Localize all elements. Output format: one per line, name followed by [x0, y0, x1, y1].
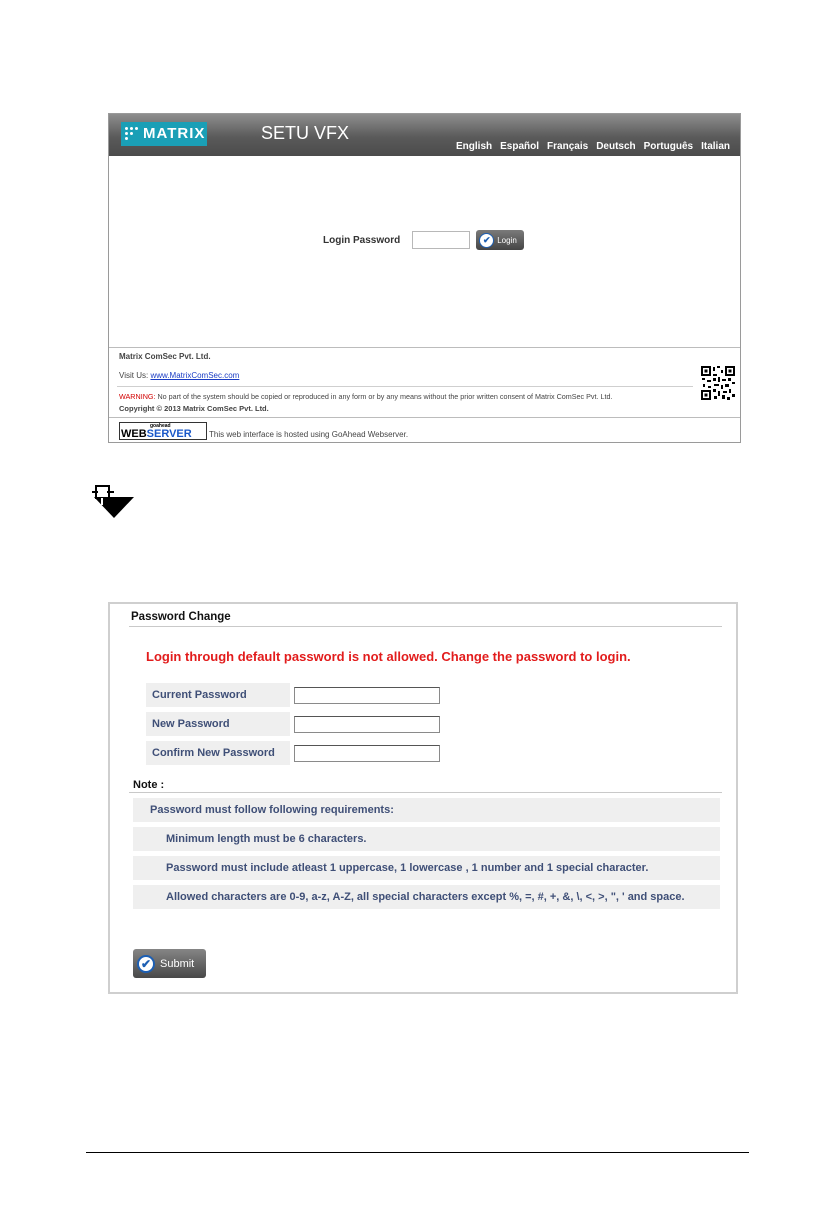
lang-espanol[interactable]: Español [500, 141, 540, 152]
note-divider [129, 792, 722, 793]
matrix-logo [121, 122, 207, 146]
pushpin-note-icon [86, 483, 134, 519]
checkmark-icon: ✔ [479, 233, 494, 248]
warning-body: No part of the system should be copied or reproduced in any form or by any means without the prior written consent of Matrix ComSec Pvt. Ltd. [157, 392, 613, 401]
login-password-label: Login Password [323, 234, 401, 246]
current-password-input[interactable] [294, 687, 440, 704]
lang-deutsch[interactable]: Deutsch [596, 141, 636, 152]
new-password-label: New Password [146, 712, 290, 736]
current-password-label: Current Password [146, 683, 290, 707]
title-divider [129, 626, 722, 627]
current-password-row [146, 683, 446, 707]
goahead-webserver-logo [119, 422, 207, 440]
login-button-label: Login [497, 235, 517, 245]
submit-button-label: Submit [160, 957, 195, 970]
lang-italian[interactable]: Italian [701, 141, 730, 152]
hosted-text: This web interface is hosted using GoAhead Webserver. [209, 430, 409, 439]
lang-francais[interactable]: Français [547, 141, 589, 152]
requirement-header: Password must follow following requirements: [133, 798, 720, 822]
visit-line [119, 371, 239, 380]
app-header [109, 114, 740, 156]
password-change-screenshot [108, 602, 738, 994]
logo-text: MATRIX [143, 125, 206, 142]
website-link[interactable]: www.MatrixComSec.com [150, 371, 240, 380]
qr-code-icon [700, 365, 736, 401]
error-message: Login through default password is not allowed. Change the password to login. [146, 649, 631, 664]
confirm-password-row [146, 741, 446, 765]
logo-dots-icon [125, 127, 139, 141]
lang-english[interactable]: English [456, 141, 493, 152]
warning-label: WARNING: [119, 392, 156, 401]
warning-divider [117, 386, 693, 387]
footer-divider [109, 347, 740, 348]
checkmark-icon: ✔ [137, 955, 155, 973]
language-menu [456, 141, 730, 152]
page-bottom-rule [86, 1152, 749, 1153]
section-title: Password Change [131, 611, 231, 623]
visit-label: Visit Us: [119, 371, 149, 380]
confirm-password-label: Confirm New Password [146, 741, 290, 765]
login-screenshot [108, 113, 741, 443]
new-password-input[interactable] [294, 716, 440, 733]
product-name: SETU VFX [261, 123, 350, 143]
webserver-big-text: WEBSERVER [121, 428, 192, 440]
copyright: Copyright © 2013 Matrix ComSec Pvt. Ltd. [119, 404, 269, 413]
lang-portugues[interactable]: Português [643, 141, 694, 152]
webserver-small-text: goahead [150, 423, 171, 429]
requirement-item: Password must include atleast 1 uppercase, 1 lowercase , 1 number and 1 special character. [133, 856, 720, 880]
warning-text [119, 392, 613, 401]
submit-button[interactable] [133, 949, 206, 978]
login-button[interactable] [476, 230, 524, 250]
new-password-row [146, 712, 446, 736]
webserver-divider [109, 417, 740, 418]
requirement-item: Allowed characters are 0-9, a-z, A-Z, all special characters except %, =, #, +, &, \, <, >, ", ' and space. [133, 885, 720, 909]
login-password-input[interactable] [412, 231, 470, 249]
confirm-password-input[interactable] [294, 745, 440, 762]
login-form [323, 230, 524, 250]
note-title: Note : [133, 779, 165, 791]
requirement-item: Minimum length must be 6 characters. [133, 827, 720, 851]
company-name: Matrix ComSec Pvt. Ltd. [119, 352, 211, 361]
